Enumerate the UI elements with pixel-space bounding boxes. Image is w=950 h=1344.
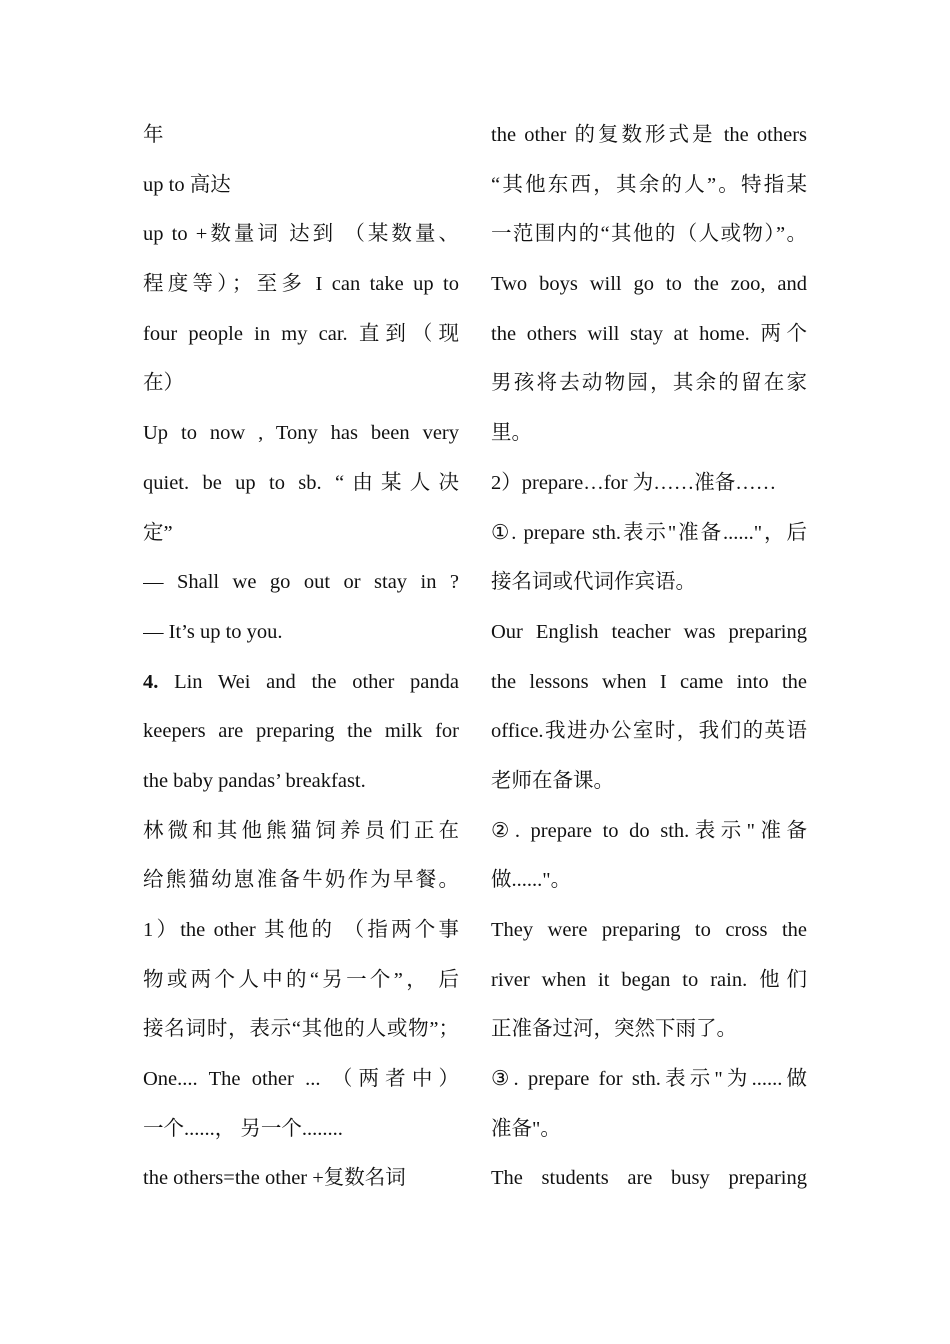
line-text: up to +数量词 达到 （某数量、 [143, 223, 459, 246]
text-line [491, 807, 807, 857]
line-text: 里。 [491, 422, 532, 445]
line-text: ③. prepare for sth.表示"为......做 [491, 1068, 807, 1091]
text-line [143, 1105, 459, 1155]
line-text: the others=the other +复数名词 [143, 1167, 406, 1190]
text-line [491, 310, 807, 360]
line-text: the lessons when I came into the [491, 670, 807, 693]
text-line [491, 757, 807, 807]
text-line [491, 608, 807, 658]
line-text: keepers are preparing the milk for [143, 720, 459, 743]
text-line [143, 757, 459, 807]
line-text: 接名词或代词作宾语。 [491, 571, 696, 594]
text-line [491, 1055, 807, 1105]
text-line [491, 359, 807, 409]
line-text: Two boys will go to the zoo, and [491, 273, 807, 296]
line-text: They were preparing to cross the [491, 919, 807, 941]
line-text: The students are busy preparing [491, 1167, 807, 1190]
left-text-column [143, 111, 459, 1204]
line-text: four people in my car. 直到（现 [143, 322, 459, 345]
text-line [491, 658, 807, 708]
line-text: ①. prepare sth.表示"准备......"，后 [491, 521, 807, 544]
text-line [491, 856, 807, 906]
line-text: 物或两个人中的“另一个”， 后 [143, 968, 459, 991]
text-line [491, 956, 807, 1006]
line-text: quiet. be up to sb. “由某人决 [143, 471, 459, 494]
text-line [143, 1005, 459, 1055]
text-line [143, 558, 459, 608]
text-line [143, 807, 459, 857]
line-text: One.... The other ... （两者中） [143, 1068, 459, 1091]
right-text-column [491, 111, 807, 1204]
item-number: 4. [143, 670, 159, 693]
line-text: 给熊猫幼崽准备牛奶作为早餐。 [143, 869, 459, 892]
text-line [143, 111, 459, 161]
line-text: 正准备过河，突然下雨了。 [491, 1018, 737, 1041]
text-line [143, 260, 459, 310]
text-line [143, 161, 459, 211]
text-line [491, 1105, 807, 1155]
text-line [491, 111, 807, 161]
line-text: 2）prepare…for 为……准备…… [491, 471, 777, 494]
text-line [143, 906, 459, 956]
text-line [143, 608, 459, 658]
line-text: the others will stay at home. 两个 [491, 322, 807, 345]
line-text: 准备"。 [491, 1117, 561, 1140]
text-line [491, 459, 807, 509]
line-text: the baby pandas’ breakfast. [143, 769, 366, 792]
line-text: “其他东西，其余的人”。特指某 [491, 173, 807, 196]
text-line [143, 310, 459, 360]
line-text: 1）the other 其他的 （指两个事 [143, 919, 459, 941]
text-line [491, 161, 807, 211]
text-line [143, 956, 459, 1006]
text-line [491, 1005, 807, 1055]
text-line [491, 210, 807, 260]
text-line [491, 906, 807, 956]
line-text: 做......"。 [491, 869, 572, 892]
text-line [143, 658, 459, 708]
text-line [143, 409, 459, 459]
line-text: up to 高达 [143, 173, 231, 196]
line-text: the other 的复数形式是 the others [491, 124, 807, 146]
text-line [491, 509, 807, 559]
text-line [143, 359, 459, 409]
text-line [491, 558, 807, 608]
line-text: 接名词时，表示“其他的人或物”； [143, 1018, 459, 1041]
text-line [491, 1154, 807, 1204]
line-text: 一个......， 另一个........ [143, 1117, 343, 1140]
text-line [143, 210, 459, 260]
text-line [143, 856, 459, 906]
line-text: Our English teacher was preparing [491, 620, 807, 643]
text-line [143, 459, 459, 509]
text-line [143, 509, 459, 559]
line-text: Lin Wei and the other panda [158, 670, 459, 693]
line-text: 一范围内的“其他的（人或物）”。 [491, 223, 807, 246]
line-text: 程度等）；至多 I can take up to [143, 273, 459, 296]
line-text: 年 [143, 124, 164, 146]
line-text: — It’s up to you. [143, 620, 283, 643]
text-line [491, 260, 807, 310]
line-text: ②. prepare to do sth.表示"准备 [491, 819, 807, 842]
line-text: river when it began to rain. 他们 [491, 968, 807, 991]
line-text: 林微和其他熊猫饲养员们正在 [143, 819, 459, 842]
text-line [143, 1055, 459, 1105]
line-text: office.我进办公室时，我们的英语 [491, 720, 807, 743]
line-text: Up to now , Tony has been very [143, 422, 459, 445]
line-text: 老师在备课。 [491, 769, 614, 792]
line-text: 男孩将去动物园，其余的留在家 [491, 372, 807, 395]
line-text: — Shall we go out or stay in ? [143, 571, 459, 594]
text-line [491, 707, 807, 757]
text-line [143, 707, 459, 757]
line-text: 定” [143, 521, 173, 544]
line-text: 在） [143, 372, 184, 395]
text-line [143, 1154, 459, 1204]
text-line [491, 409, 807, 459]
